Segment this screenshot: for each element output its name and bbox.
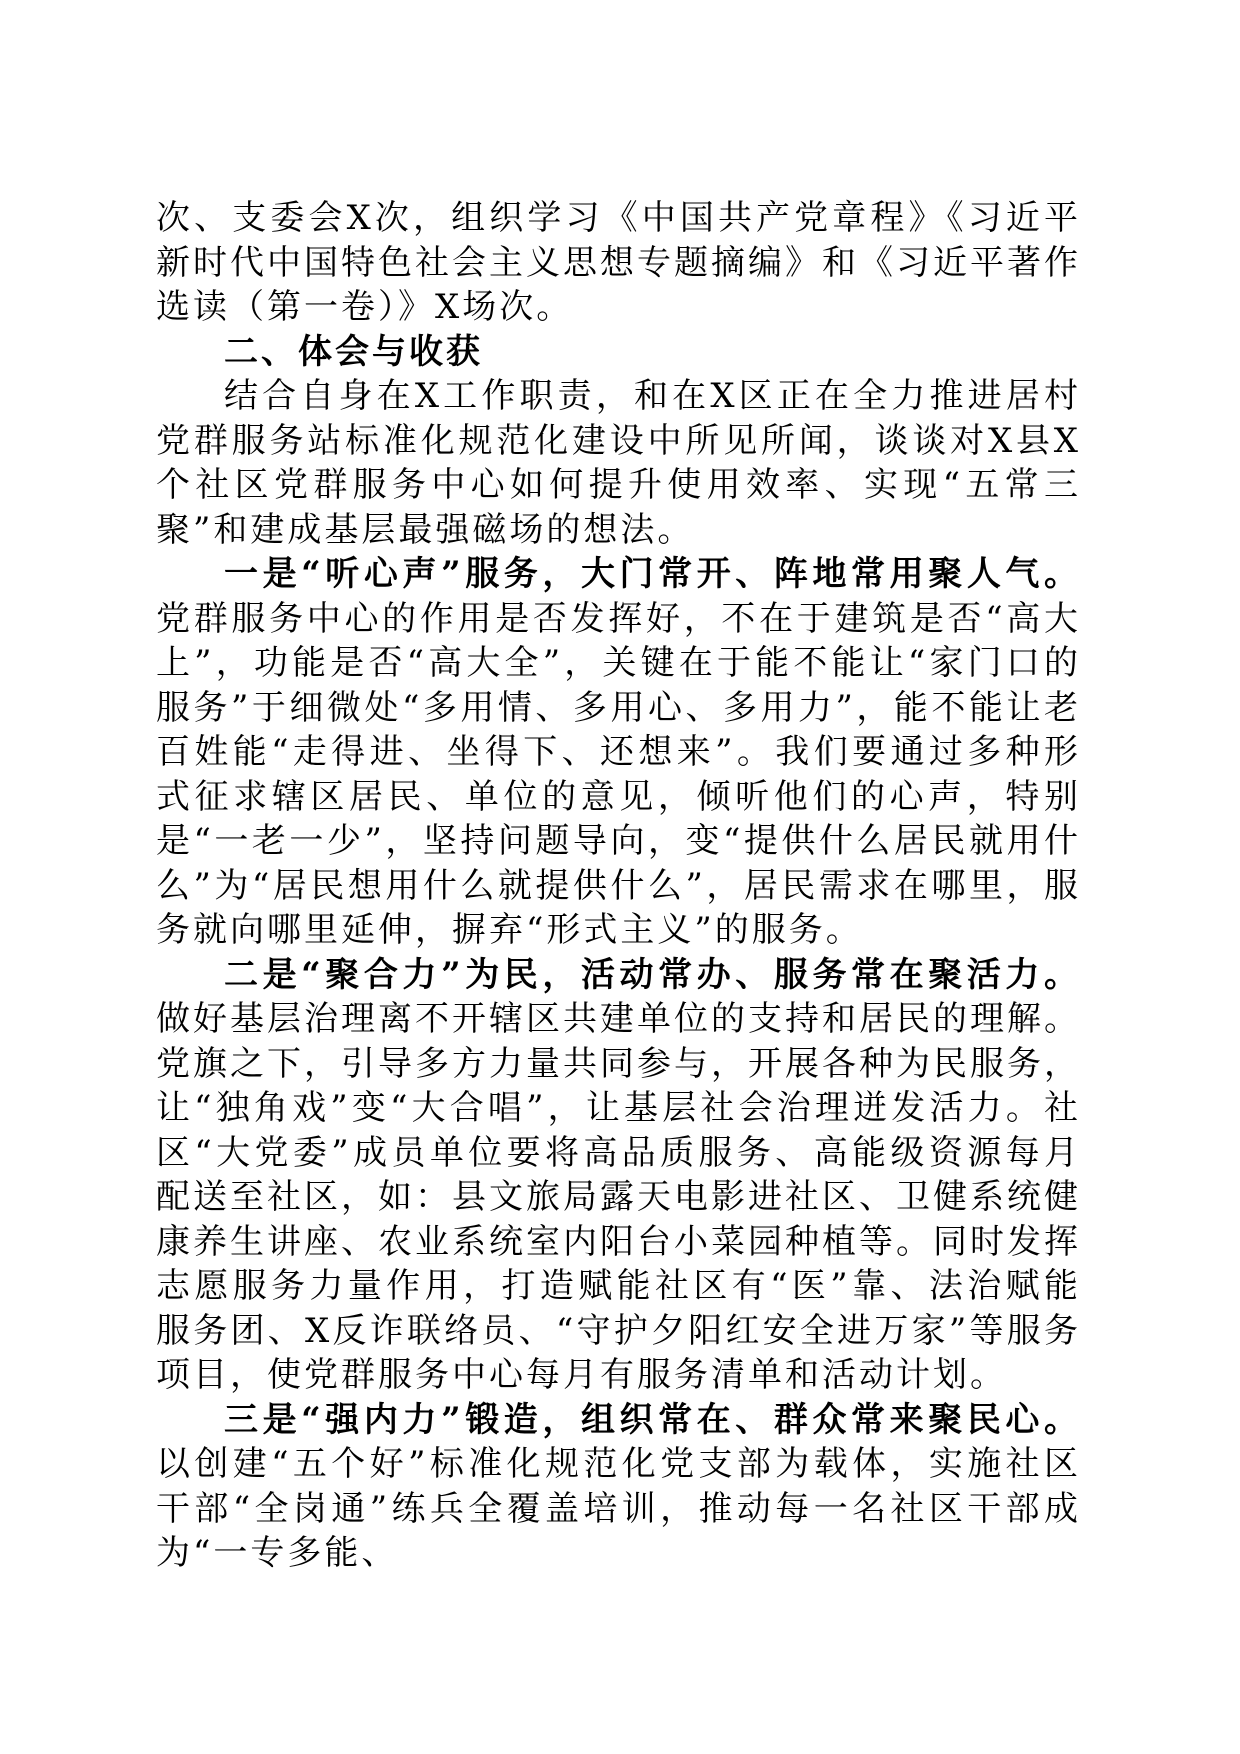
paragraph-point-three [156,1398,1081,1576]
paragraph-study-summary: 次、支委会X次，组织学习《中国共产党章程》《习近平新时代中国特色社会主义思想专题摘编》和《习近平著作选读（第一卷）》X场次。 [156,198,1081,327]
point-two-lead: 二是“聚合力”为民，活动常办、服务常在聚活力。 [224,954,1081,995]
paragraph-intro-thoughts: 结合自身在X工作职责，和在X区正在全力推进居村党群服务站标准化规范化建设中所见所闻，谈谈对X县X个社区党群服务中心如何提升使用效率、实现“五常三聚”和建成基层最强磁场的想法。 [156,376,1081,550]
point-one-lead: 一是“听心声”服务，大门常开、阵地常用聚人气。 [224,554,1081,594]
paragraph-point-one [156,552,1081,953]
paragraph-point-two [156,953,1081,1398]
point-two-body: 做好基层治理离不开辖区共建单位的支持和居民的理解。党旗之下，引导多方力量共同参与，开展各种为民服务，让“独角戏”变“大合唱”，让基层社会治理迸发活力。社区“大党委”成员单位要将高品质服务、高能级资源每月配送至社区，如：县文旅局露天电影进社区、卫健系统健康养生讲座、农业系统室内阳台小菜园种植等。同时发挥志愿服务力量作用，打造赋能社区有“医”靠、法治赋能服务团、X反诈联络员、“守护夕阳红安全进万家”等服务项目，使党群服务中心每月有服务清单和活动计划。 [156,999,1081,1395]
point-three-body: 以创建“五个好”标准化规范化党支部为载体，实施社区干部“全岗通”练兵全覆盖培训，推动每一名社区干部成为“一专多能、 [156,1444,1081,1573]
section-heading-experience: 二、体会与收获 [224,331,483,372]
point-one-body: 党群服务中心的作用是否发挥好，不在于建筑是否“高大上”，功能是否“高大全”，关键在于能不能让“家门口的服务”于细微处“多用情、多用心、多用力”，能不能让老百姓能“走得进、坐得下、还想来”。我们要通过多种形式征求辖区居民、单位的意见，倾听他们的心声，特别是“一老一少”，坚持问题导向，变“提供什么居民就用什么”为“居民想用什么就提供什么”，居民需求在哪里，服务就向哪里延伸，摒弃“形式主义”的服务。 [156,598,1081,950]
point-three-lead: 三是“强内力”锻造，组织常在、群众常来聚民心。 [224,1399,1081,1440]
document-page [156,196,1081,1576]
